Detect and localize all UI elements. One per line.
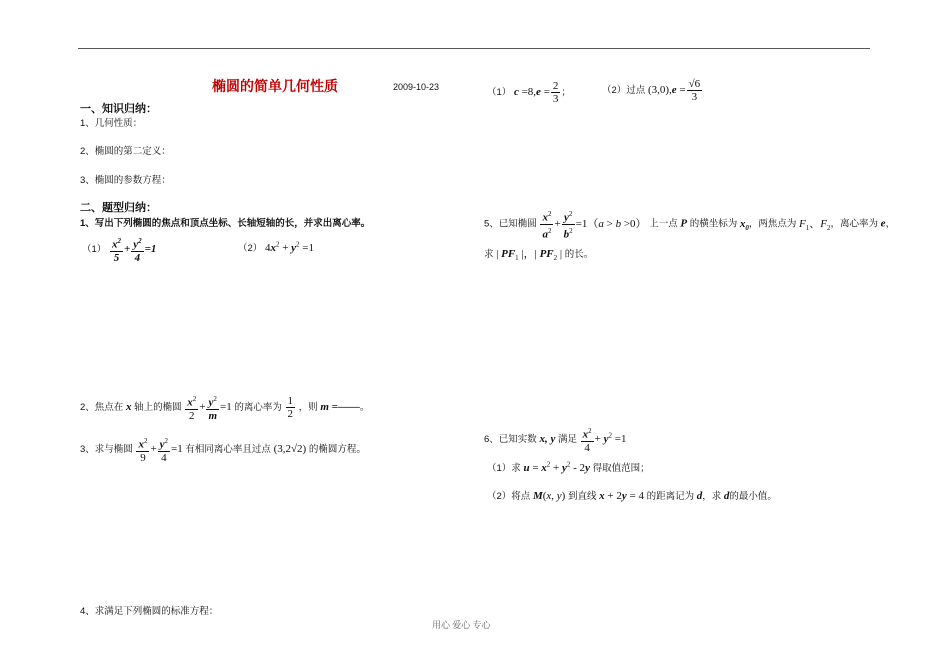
q4-part1 xyxy=(487,80,571,105)
q6-d2: d xyxy=(723,490,730,502)
q2-m: m =—— xyxy=(320,400,360,413)
q6-u: $u = x^2 + y^2 - 2y$ xyxy=(523,460,590,474)
q5-text-g: 求 xyxy=(484,249,494,260)
page-title: 椭圆的简单几何性质 xyxy=(212,78,338,94)
q6-text-a: 6、已知实数 xyxy=(484,433,537,445)
q1-part1-label: （1） xyxy=(82,243,107,255)
q4-sep: ； xyxy=(561,87,571,99)
section1-heading: 一、知识归纳： xyxy=(80,103,157,115)
q5-text-f: ， xyxy=(885,218,896,230)
q3-point: (3,2√2) xyxy=(273,442,307,455)
q1-part2 xyxy=(238,240,314,254)
q6-text-i: 的最小值。 xyxy=(729,491,777,502)
q5-eq: $\frac{x^2}{a^2}$ + $\frac{y^2}{b^2}$ =1（a > b >0） xyxy=(542,210,647,241)
section2-heading: 二、题型归纳： xyxy=(80,202,157,214)
q2-eq: $\frac{x^2}{2}$ + $\frac{y^2}{m}$ =1 xyxy=(187,395,232,422)
q5-text-h: 的长。 xyxy=(564,249,594,260)
q2-text-a: 2、焦点在 xyxy=(80,401,124,413)
q6-part2 xyxy=(487,488,777,502)
item-3: 3、椭圆的参数方程： xyxy=(80,175,171,186)
q6-text-g: 的距离记为 xyxy=(646,491,695,502)
q6-text-e: （2）将点 xyxy=(487,491,531,502)
question-4: 4、求满足下列椭圆的标准方程： xyxy=(80,606,219,617)
q3-text-b: 有相同离心率且过点 xyxy=(185,443,271,455)
q5-x0: $x_0$ xyxy=(739,217,749,232)
q2-half: $\frac{1}{2}$ xyxy=(287,394,294,420)
q6-M: M(x, y) xyxy=(532,490,566,502)
q2-text-c: 的离心率为 xyxy=(234,401,282,413)
q5-text-d: ，两焦点为 xyxy=(748,218,797,230)
q5-pf: | $PF_1$ |，| $PF_2$ | xyxy=(496,248,563,263)
q6-vars: x, y xyxy=(539,432,556,445)
q5-text-e: ，离心率为 xyxy=(830,218,879,230)
date: 2009-10-23 xyxy=(393,82,440,92)
q6-eq: $\frac{x^2}{4}$ + $y^2 =1$ xyxy=(582,427,627,454)
q6-d1: d xyxy=(696,490,703,502)
q5-text-a: 5、已知椭圆 xyxy=(484,218,537,230)
question-5-line2 xyxy=(484,245,593,262)
q1-part1 xyxy=(82,235,156,264)
q2-text-e: 。 xyxy=(359,401,370,413)
q6-line: x + 2y = 4 xyxy=(599,490,644,502)
q4-part2-label: （2）过点 xyxy=(602,85,646,97)
item-2: 2、椭圆的第二定义： xyxy=(80,146,171,157)
q5-foci: $F_1$、$F_2$ xyxy=(799,217,831,232)
q1-eq2: $4x^2 + y^2 =1$ xyxy=(264,240,315,254)
q3-eq: $\frac{x^2}{9}$ + $\frac{y^2}{4}$ =1 xyxy=(138,437,183,464)
q5-text-b: 上一点 xyxy=(649,218,678,230)
q3-text-a: 3、求与椭圆 xyxy=(80,443,133,455)
q6-text-c: （1）求 xyxy=(487,463,521,474)
q5-P: P xyxy=(680,217,688,230)
item-1: 1、几何性质： xyxy=(80,118,143,129)
q6-text-d: 得取值范围； xyxy=(592,463,650,474)
q4-eq1: c =8,e = $\frac{2}{3}$ xyxy=(513,80,559,105)
q5-text-c: 的横坐标为 xyxy=(689,218,738,230)
q2-text-b: 轴上的椭圆 xyxy=(134,401,182,413)
q6-text-h: ，求 xyxy=(702,491,722,502)
q6-text-f: 到直线 xyxy=(567,491,597,502)
q5-e: e xyxy=(880,217,886,230)
question-6 xyxy=(484,425,626,454)
q1-eq1: $\frac{x^2}{5}$ + $\frac{y^2}{4}$ =1 xyxy=(111,237,157,264)
question-1: 1、写出下列椭圆的焦点和顶点坐标、长轴短轴的长，并求出离心率。 xyxy=(80,218,371,229)
question-3 xyxy=(80,435,366,464)
q4-part1-label: （1） xyxy=(487,87,512,99)
q6-part1 xyxy=(487,460,650,474)
q4-eq2: (3,0),e = $\frac{√6}{3}$ xyxy=(647,78,701,103)
question-5 xyxy=(484,208,895,240)
q4-part2 xyxy=(602,78,703,103)
q3-text-c: 的椭圆方程。 xyxy=(308,443,366,455)
question-2 xyxy=(80,393,369,422)
q1-part2-label: （2） xyxy=(238,243,263,254)
q2-text-d: ，则 xyxy=(298,401,318,413)
q6-text-b: 满足 xyxy=(557,433,577,445)
q2-x: x xyxy=(125,400,132,413)
header-rule xyxy=(78,48,870,49)
footer: 用心 爱心 专心 xyxy=(432,620,491,630)
